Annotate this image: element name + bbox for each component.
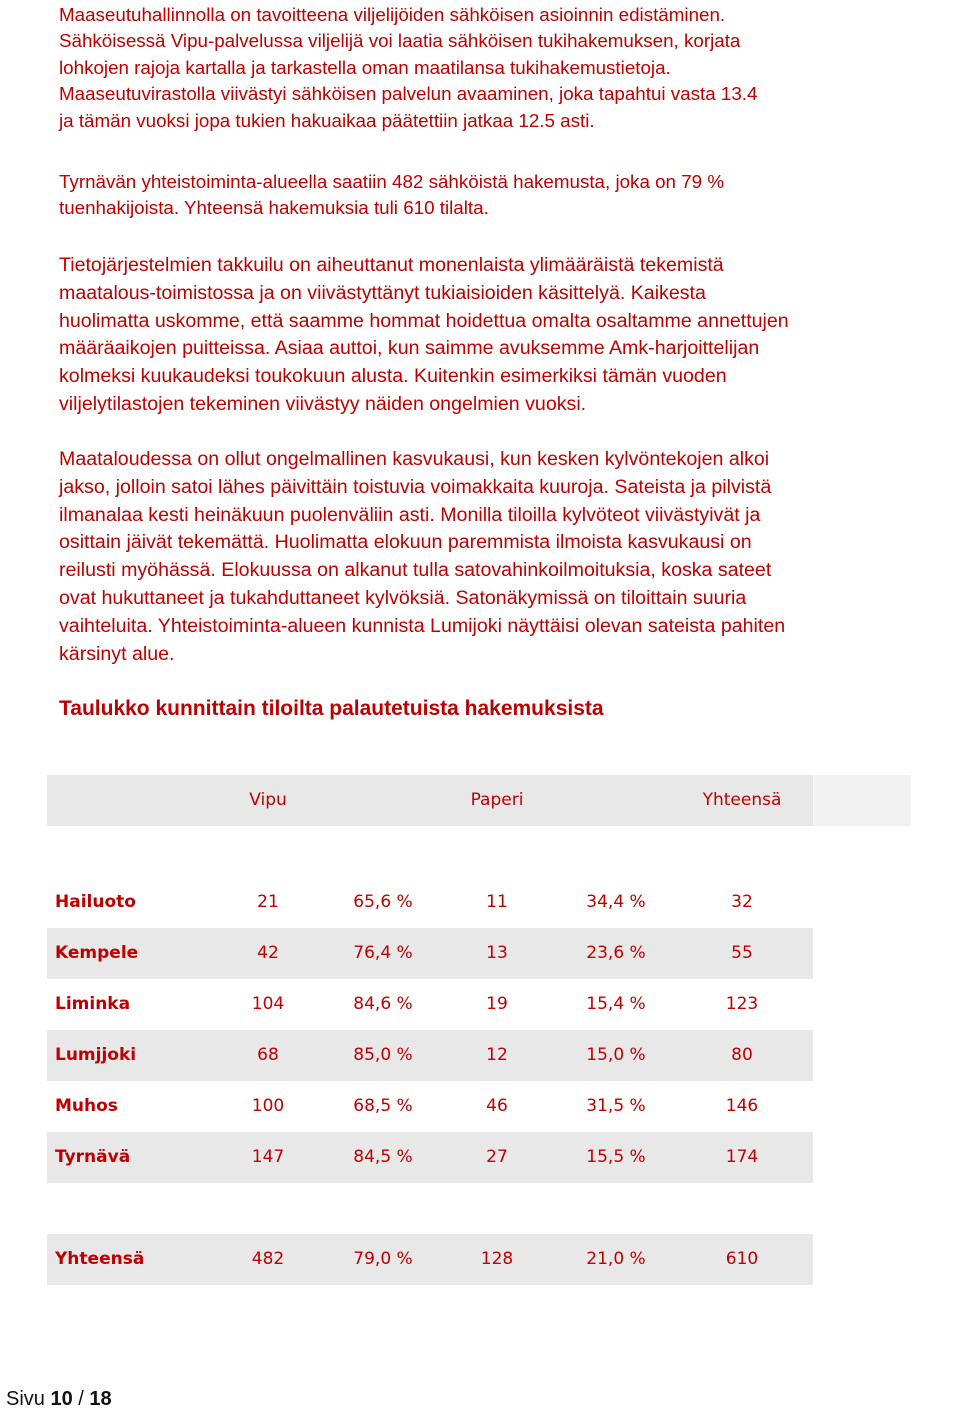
vipu-percent: 65,6 % xyxy=(353,892,413,912)
vipu-percent: 84,6 % xyxy=(353,994,413,1014)
paperi-count: 27 xyxy=(486,1147,508,1167)
municipality-name: Tyrnävä xyxy=(55,1147,131,1167)
text-line: huolimatta uskomme, että saamme hommat hoidettua omalta osaltamme annettujen xyxy=(59,309,789,332)
paperi-percent: 21,0 % xyxy=(586,1249,646,1269)
footer-separator: / xyxy=(72,1388,90,1410)
vipu-percent: 84,5 % xyxy=(353,1147,413,1167)
paragraph-system-problems xyxy=(59,252,954,419)
text-line: Tietojärjestelmien takkuilu on aiheuttanut monenlaista ylimääräistä tekemistä xyxy=(59,254,724,276)
text-line: reilusti myöhässä. Elokuussa on alkanut tulla satovahinkoilmoituksia, koska sateet xyxy=(59,559,772,582)
vipu-percent: 85,0 % xyxy=(353,1045,413,1065)
header-vipu: Vipu xyxy=(249,790,287,810)
total-count: 174 xyxy=(725,1147,759,1167)
text-line: tuenhakijoista. Yhteensä hakemuksia tuli 610 tilalta. xyxy=(59,197,489,219)
applications-table xyxy=(47,775,913,1285)
paperi-count: 13 xyxy=(486,943,508,963)
total-count: 32 xyxy=(731,892,753,912)
text-line: viljelytilastojen tekeminen viivästyy näiden ongelmien vuoksi. xyxy=(59,392,587,415)
table-row xyxy=(47,928,913,979)
text-line: ilmanalaa kesti heinäkuun puolenväliin asti. Monilla tiloilla kylvöteot viivästyivät ja xyxy=(59,503,761,526)
text-line: ja tämän vuoksi jopa tukien hakuaikaa päätettiin jatkaa 12.5 asti. xyxy=(59,109,595,131)
vipu-count: 147 xyxy=(251,1147,285,1167)
text-line: kärsinyt alue. xyxy=(59,642,175,665)
table-row xyxy=(47,979,913,1030)
vipu-count: 42 xyxy=(257,943,279,963)
table-heading: Taulukko kunnittain tiloilta palautetuista hakemuksista xyxy=(59,697,604,720)
table-row xyxy=(47,1081,913,1132)
paperi-percent: 31,5 % xyxy=(586,1096,646,1116)
text-line: jakso, jolloin satoi lähes päivittäin toistuvia voimakkaita kuuroja. Sateista ja pilvistä xyxy=(59,475,772,498)
paperi-count: 128 xyxy=(480,1249,514,1269)
current-page: 10 xyxy=(50,1388,73,1410)
total-count: 610 xyxy=(725,1249,759,1269)
paragraph-growing-season xyxy=(59,446,954,668)
text-line: ovat hukuttaneet ja tukahduttaneet kylvöksiä. Satonäkymissä on tiloittain suuria xyxy=(59,586,747,609)
vipu-count: 100 xyxy=(251,1096,285,1116)
total-count: 80 xyxy=(731,1045,753,1065)
header-paperi: Paperi xyxy=(470,790,524,810)
paperi-count: 12 xyxy=(486,1045,508,1065)
text-line: Maaseutuvirastolla viivästyi sähköisen palvelun avaaminen, joka tapahtui vasta 13.4 xyxy=(59,83,758,105)
paperi-percent: 15,0 % xyxy=(586,1045,646,1065)
text-line: osittain jäivät tekemättä. Huolimatta elokuun paremmista ilmoista kasvukausi on xyxy=(59,531,752,554)
paragraph-electronic-services xyxy=(59,2,954,134)
total-label: Yhteensä xyxy=(55,1249,145,1269)
total-pages: 18 xyxy=(89,1388,112,1410)
table-row xyxy=(47,1132,913,1183)
text-line: kolmeksi kuukaudeksi toukokuun alusta. Kuitenkin esimerkiksi tämän vuoden xyxy=(59,365,727,388)
total-count: 146 xyxy=(725,1096,759,1116)
text-line: Tyrnävän yhteistoiminta-alueella saatiin 482 sähköistä hakemusta, joka on 79 % xyxy=(59,171,725,192)
text-line: maatalous-toimistossa ja on viivästyttänyt tukiaisioiden käsittelyä. Kaikesta xyxy=(59,281,706,304)
paperi-percent: 15,5 % xyxy=(586,1147,646,1167)
vipu-count: 482 xyxy=(251,1249,285,1269)
table-row xyxy=(47,1030,913,1081)
paragraph-application-stats xyxy=(59,169,954,222)
paperi-percent: 34,4 % xyxy=(586,892,646,912)
paperi-count: 11 xyxy=(486,892,508,912)
text-line: vaihteluita. Yhteistoiminta-alueen kunnista Lumijoki näyttäisi olevan sateista pahiten xyxy=(59,614,786,637)
text-line: Sähköisessä Vipu-palvelussa viljelijä voi laatia sähköisen tukihakemuksen, korjata xyxy=(59,30,741,52)
municipality-name: Kempele xyxy=(55,943,139,963)
vipu-percent: 68,5 % xyxy=(353,1096,413,1116)
total-count: 123 xyxy=(725,994,759,1014)
vipu-count: 21 xyxy=(257,892,279,912)
footer-prefix: Sivu xyxy=(6,1388,51,1410)
header-total: Yhteensä xyxy=(702,790,782,810)
text-line: Maataloudessa on ollut ongelmallinen kasvukausi, kun kesken kylvöntekojen alkoi xyxy=(59,448,770,470)
total-count: 55 xyxy=(731,943,753,963)
paperi-percent: 23,6 % xyxy=(586,943,646,963)
page-number-footer xyxy=(6,1388,112,1411)
vipu-count: 104 xyxy=(251,994,285,1014)
paperi-count: 19 xyxy=(486,994,508,1014)
vipu-count: 68 xyxy=(257,1045,279,1065)
table-row xyxy=(47,877,913,928)
municipality-name: Liminka xyxy=(55,994,131,1014)
text-line: Maaseutuhallinnolla on tavoitteena viljelijöiden sähköisen asioinnin edistäminen. xyxy=(59,4,726,25)
paperi-percent: 15,4 % xyxy=(586,994,646,1014)
vipu-percent: 76,4 % xyxy=(353,943,413,963)
municipality-name: Hailuoto xyxy=(55,892,136,912)
paperi-count: 46 xyxy=(486,1096,508,1116)
vipu-percent: 79,0 % xyxy=(353,1249,413,1269)
municipality-name: Lumjjoki xyxy=(55,1045,137,1065)
table-total-row xyxy=(47,1234,913,1285)
table-header-row xyxy=(47,775,913,826)
municipality-name: Muhos xyxy=(55,1096,118,1116)
text-line: määräaikojen puitteissa. Asiaa auttoi, kun saimme avuksemme Amk-harjoittelijan xyxy=(59,337,760,360)
text-line: lohkojen rajoja kartalla ja tarkastella oman maatilansa tukihakemustietoja. xyxy=(59,56,671,78)
